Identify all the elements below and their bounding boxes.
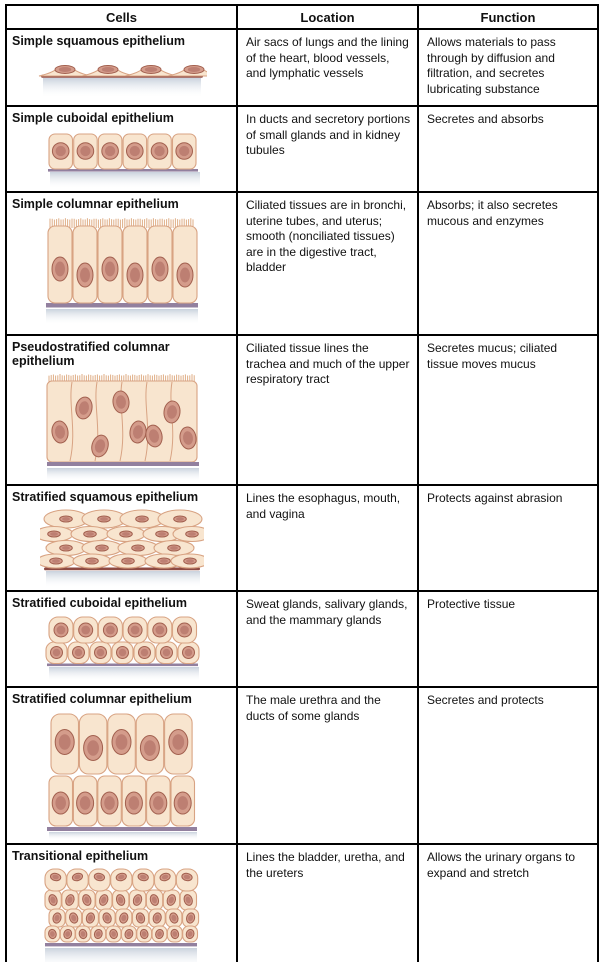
function-text: Protective tissue <box>418 591 598 687</box>
cell-type-name: Simple cuboidal epithelium <box>12 111 174 125</box>
pseudostratified-columnar-illustration <box>38 370 206 482</box>
cell-type-name: Simple squamous epithelium <box>12 34 185 48</box>
table-row <box>6 29 598 106</box>
table-row <box>6 485 598 591</box>
cell-type-name: Simple columnar epithelium <box>12 197 179 211</box>
function-text: Allows materials to pass through by diffusion and filtration, and secretes lubricating substance <box>418 29 598 106</box>
cell-type-name: Stratified columnar epithelium <box>12 692 192 706</box>
location-text: The male urethra and the ducts of some glands <box>237 687 418 844</box>
location-text: Lines the bladder, uretha, and the ureters <box>237 844 418 962</box>
simple-squamous-illustration <box>37 50 207 98</box>
location-text: Ciliated tissues are in bronchi, uterine tubes, and uterus; smooth (nonciliated tissues) are in the digestive tract, bladder <box>237 192 418 335</box>
location-text: Lines the esophagus, mouth, and vagina <box>237 485 418 591</box>
stratified-columnar-illustration <box>41 708 203 840</box>
table-row <box>6 106 598 192</box>
table-row <box>6 591 598 687</box>
function-text: Allows the urinary organs to expand and stretch <box>418 844 598 962</box>
table-row <box>6 335 598 485</box>
cell-type-name: Stratified cuboidal epithelium <box>12 596 188 610</box>
stratified-cuboidal-illustration <box>43 612 201 684</box>
col-header-function: Function <box>418 5 598 29</box>
function-text: Secretes and absorbs <box>418 106 598 192</box>
col-header-location: Location <box>237 5 418 29</box>
location-text: Ciliated tissue lines the trachea and much of the upper respiratory tract <box>237 335 418 485</box>
table-row <box>6 844 598 962</box>
epithelium-table <box>5 4 599 962</box>
location-text: Sweat glands, salivary glands, and the mammary glands <box>237 591 418 687</box>
simple-cuboidal-illustration <box>42 127 202 189</box>
col-header-cells: Cells <box>6 5 237 29</box>
simple-columnar-illustration <box>37 213 207 325</box>
transitional-illustration <box>41 865 203 962</box>
header-row <box>6 5 598 29</box>
table-row <box>6 192 598 335</box>
function-text: Absorbs; it also secretes mucous and enzymes <box>418 192 598 335</box>
function-text: Secretes and protects <box>418 687 598 844</box>
cell-type-name: Transitional epithelium <box>12 849 149 863</box>
location-text: Air sacs of lungs and the lining of the heart, blood vessels, and lymphatic vessels <box>237 29 418 106</box>
location-text: In ducts and secretory portions of small glands and in kidney tubules <box>237 106 418 192</box>
stratified-squamous-illustration <box>40 506 204 588</box>
table-row <box>6 687 598 844</box>
function-text: Secretes mucus; ciliated tissue moves mucus <box>418 335 598 485</box>
function-text: Protects against abrasion <box>418 485 598 591</box>
cell-type-name: Stratified squamous epithelium <box>12 490 199 504</box>
cell-type-name: Pseudostratified columnar epithelium <box>12 340 170 368</box>
